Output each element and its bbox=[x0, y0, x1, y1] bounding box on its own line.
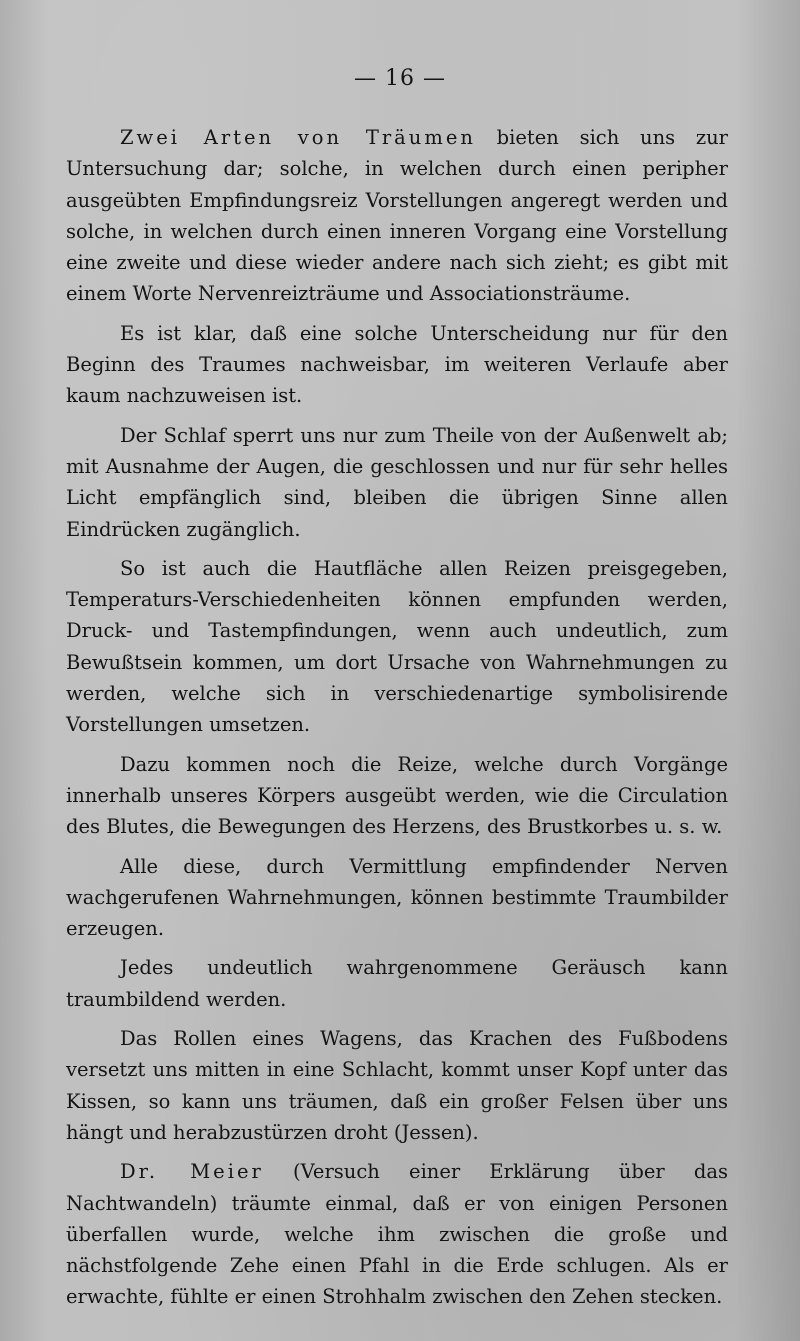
author-name: Dr. Meier bbox=[120, 1160, 264, 1184]
paragraph-4 bbox=[66, 553, 728, 741]
paragraph-text: Der Schlaf sperrt uns nur zum Theile von der Außenwelt ab; mit Ausnahme der Augen, die geschlossen und nur für sehr helles Licht empfänglich sind, bleiben die übrigen Sinne allen Eindrücken zugänglich. bbox=[66, 423, 728, 541]
paragraph-text: Es ist klar, daß eine solche Unterscheidung nur für den Beginn des Traumes nachweisbar, im weiteren Verlaufe aber kaum nachzuweisen ist. bbox=[66, 321, 728, 408]
body-text bbox=[66, 122, 728, 1313]
paragraph-text: bieten sich uns zur Untersuchung dar; solche, in welchen durch einen peripher ausgeübten Empfindungsreiz Vorstellungen angeregt werden und solche, in welchen durch einen inneren Vorgang eine Vorstellung eine zweite und diese wieder andere nach sich zieht; es gibt mit einem Worte Nervenreizträume und Associationsträume. bbox=[66, 126, 728, 306]
paragraph-text: Alle diese, durch Vermittlung empfindender Nerven wachgerufenen Wahrnehmungen, können bestimmte Traumbilder erzeugen. bbox=[66, 854, 728, 941]
paragraph-8 bbox=[66, 1023, 728, 1148]
paragraph-text: Dazu kommen noch die Reize, welche durch Vorgänge innerhalb unseres Körpers ausgeübt werden, wie die Circulation des Blutes, die Bewegungen des Herzens, des Brustkorbes u. s. w. bbox=[66, 752, 728, 839]
paragraph-2 bbox=[66, 318, 728, 412]
emphasized-heading: Zwei Arten von Träumen bbox=[120, 126, 476, 149]
paragraph-5 bbox=[66, 749, 728, 843]
page-number: — 16 — bbox=[354, 66, 446, 91]
paragraph-text: Das Rollen eines Wagens, das Krachen des Fußbodens versetzt uns mitten in eine Schlacht, kommt unser Kopf unter das Kissen, so kann uns träumen, daß ein großer Felsen über uns hängt und herabzustürzen droht (Jessen). bbox=[66, 1027, 728, 1144]
paragraph-6 bbox=[66, 851, 728, 945]
paragraph-text: So ist auch die Hautfläche allen Reizen preisgegeben, Temperaturs-Verschiedenheiten können empfunden werden, Druck- und Tastempfindungen, wenn auch undeutlich, zum Bewußtsein kommen, um dort Ursache von Wahrnehmungen zu werden, welche sich in verschiedenartige symbolisirende Vorstellungen umsetzen. bbox=[66, 556, 728, 737]
paragraph-text: (Versuch einer Erklärung über das Nachtwandeln) träumte einmal, daß er von einigen Personen überfallen wurde, welche ihm zwischen die große und nächstfolgende Zehe einen Pfahl in die Erde schlugen. Als er erwachte, fühlte er einen Strohhalm zwischen den Zehen stecken. bbox=[66, 1160, 728, 1309]
paragraph-text: Jedes undeutlich wahrgenommene Geräusch kann traumbildend werden. bbox=[66, 956, 728, 1011]
paragraph-1 bbox=[66, 122, 728, 310]
paragraph-9 bbox=[66, 1156, 728, 1312]
paragraph-7 bbox=[66, 952, 728, 1015]
paragraph-3 bbox=[66, 420, 728, 545]
